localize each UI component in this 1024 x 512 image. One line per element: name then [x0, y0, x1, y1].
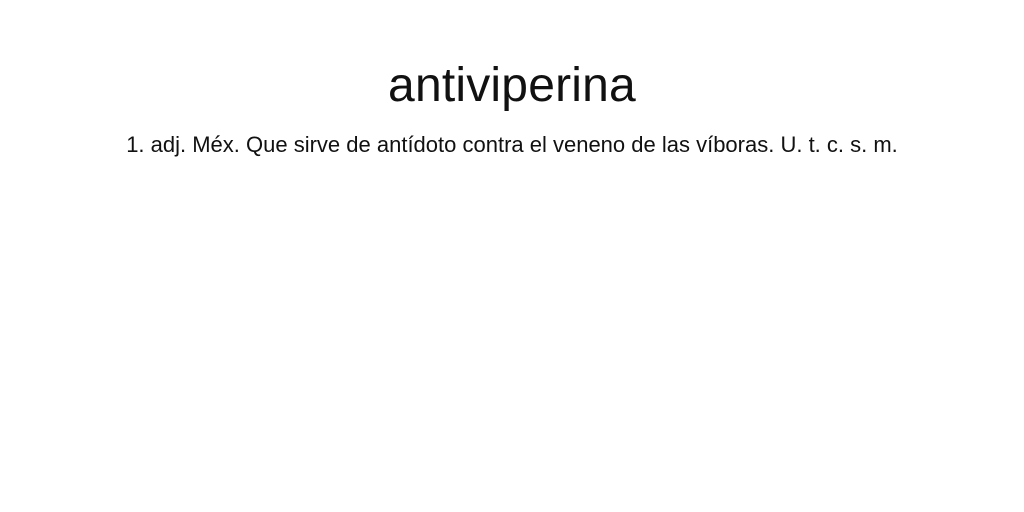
definition-text: 1. adj. Méx. Que sirve de antídoto contra el veneno de las víboras. U. t. c. s. m.: [126, 132, 898, 157]
headword-title: antiviperina: [388, 59, 636, 112]
dictionary-entry: [0, 0, 1024, 164]
